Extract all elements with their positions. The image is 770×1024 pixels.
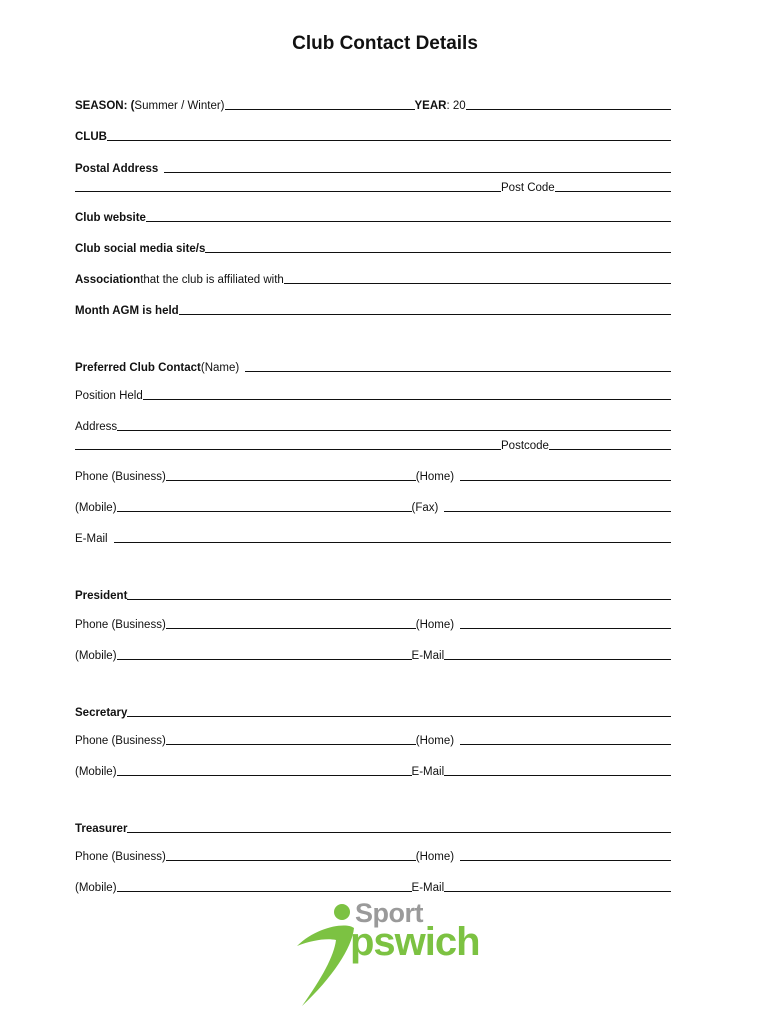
year-label: YEAR: [414, 100, 447, 112]
social-row: [75, 239, 671, 255]
agm-field[interactable]: [179, 314, 671, 315]
postcode2-label: Postcode: [501, 440, 549, 452]
secretary-label: Secretary: [75, 707, 128, 719]
mobile-label: (Mobile): [75, 502, 117, 514]
president-phone-row: [75, 615, 671, 631]
association-label-rest: that the club is affiliated with: [140, 274, 284, 286]
club-row: [75, 127, 671, 143]
treasurer-home-field[interactable]: [460, 860, 671, 861]
agm-row: [75, 301, 671, 317]
secretary-home-field[interactable]: [460, 744, 671, 745]
phone-business-label: Phone (Business): [75, 471, 166, 483]
postal-row: [75, 159, 671, 175]
secretary-mobile-field[interactable]: [117, 775, 412, 776]
year-prefix: : 20: [446, 100, 466, 112]
postcode-label: Post Code: [501, 182, 555, 194]
address-row: [75, 417, 671, 433]
treasurer-mobile-row: [75, 878, 671, 894]
season-options: Summer / Winter): [134, 100, 225, 112]
website-field[interactable]: [146, 221, 671, 222]
year-field[interactable]: [466, 109, 671, 110]
treasurer-phone-field[interactable]: [166, 860, 416, 861]
address-field-1[interactable]: [117, 430, 671, 431]
mobile-field[interactable]: [117, 511, 412, 512]
president-mobile-row: [75, 646, 671, 662]
season-field[interactable]: [225, 109, 415, 110]
association-row: [75, 270, 671, 286]
logo-text-sport: Sport: [355, 898, 423, 928]
treasurer-email-label: E-Mail: [411, 882, 445, 894]
treasurer-home-label: (Home): [415, 851, 455, 863]
season-label: SEASON: (: [75, 100, 135, 112]
address-row-2: [75, 436, 671, 452]
secretary-phone-label: Phone (Business): [75, 735, 166, 747]
page-title: Club Contact Details: [292, 33, 478, 54]
president-mobile-field[interactable]: [117, 659, 412, 660]
secretary-email-field[interactable]: [444, 775, 671, 776]
president-field[interactable]: [127, 599, 671, 600]
position-row: [75, 386, 671, 402]
secretary-field[interactable]: [127, 716, 671, 717]
email-label: E-Mail: [75, 533, 108, 545]
preferred-name-field[interactable]: [245, 371, 671, 372]
agm-label: Month AGM is held: [75, 305, 179, 317]
address-field-2[interactable]: [75, 449, 501, 450]
logo-figure-swoosh: [297, 925, 354, 1006]
treasurer-email-field[interactable]: [444, 891, 671, 892]
phone-business-field[interactable]: [166, 480, 416, 481]
president-mobile-label: (Mobile): [75, 650, 117, 662]
social-field[interactable]: [205, 252, 671, 253]
president-phone-label: Phone (Business): [75, 619, 166, 631]
secretary-row: [75, 703, 671, 719]
association-label: Association: [75, 274, 141, 286]
postal-row-2: [75, 178, 671, 194]
website-label: Club website: [75, 212, 146, 224]
postcode2-field[interactable]: [549, 449, 671, 450]
treasurer-field[interactable]: [127, 832, 671, 833]
club-field[interactable]: [107, 140, 671, 141]
preferred-label-rest: (Name): [200, 362, 240, 374]
treasurer-phone-label: Phone (Business): [75, 851, 166, 863]
preferred-row: [75, 358, 671, 374]
social-label: Club social media site/s: [75, 243, 206, 255]
fax-field[interactable]: [444, 511, 671, 512]
preferred-email-row: [75, 529, 671, 545]
secretary-phone-row: [75, 731, 671, 747]
president-label: President: [75, 590, 128, 602]
president-email-label: E-Mail: [411, 650, 445, 662]
logo-text-ipswich: pswich: [350, 920, 480, 964]
treasurer-mobile-label: (Mobile): [75, 882, 117, 894]
president-home-label: (Home): [415, 619, 455, 631]
home-field[interactable]: [460, 480, 671, 481]
postal-field-1[interactable]: [164, 172, 671, 173]
address-label: Address: [75, 421, 118, 433]
postal-label: Postal Address: [75, 163, 159, 175]
secretary-phone-field[interactable]: [166, 744, 416, 745]
treasurer-label: Treasurer: [75, 823, 128, 835]
president-phone-field[interactable]: [166, 628, 416, 629]
email-field[interactable]: [114, 542, 671, 543]
treasurer-row: [75, 819, 671, 835]
secretary-mobile-label: (Mobile): [75, 766, 117, 778]
preferred-mobile-row: [75, 498, 671, 514]
treasurer-mobile-field[interactable]: [117, 891, 412, 892]
position-field[interactable]: [143, 399, 671, 400]
preferred-label: Preferred Club Contact: [75, 362, 201, 374]
secretary-email-label: E-Mail: [411, 766, 445, 778]
website-row: [75, 208, 671, 224]
season-row: [75, 96, 671, 112]
fax-label: (Fax): [411, 502, 439, 514]
president-row: [75, 586, 671, 602]
treasurer-phone-row: [75, 847, 671, 863]
club-label: CLUB: [75, 131, 107, 143]
association-field[interactable]: [284, 283, 671, 284]
logo-head-dot: [334, 904, 350, 920]
position-label: Position Held: [75, 390, 143, 402]
home-label: (Home): [415, 471, 455, 483]
president-email-field[interactable]: [444, 659, 671, 660]
president-home-field[interactable]: [460, 628, 671, 629]
postal-field-2[interactable]: [75, 191, 501, 192]
secretary-mobile-row: [75, 762, 671, 778]
postcode-field[interactable]: [555, 191, 671, 192]
secretary-home-label: (Home): [415, 735, 455, 747]
preferred-phone-row: [75, 467, 671, 483]
